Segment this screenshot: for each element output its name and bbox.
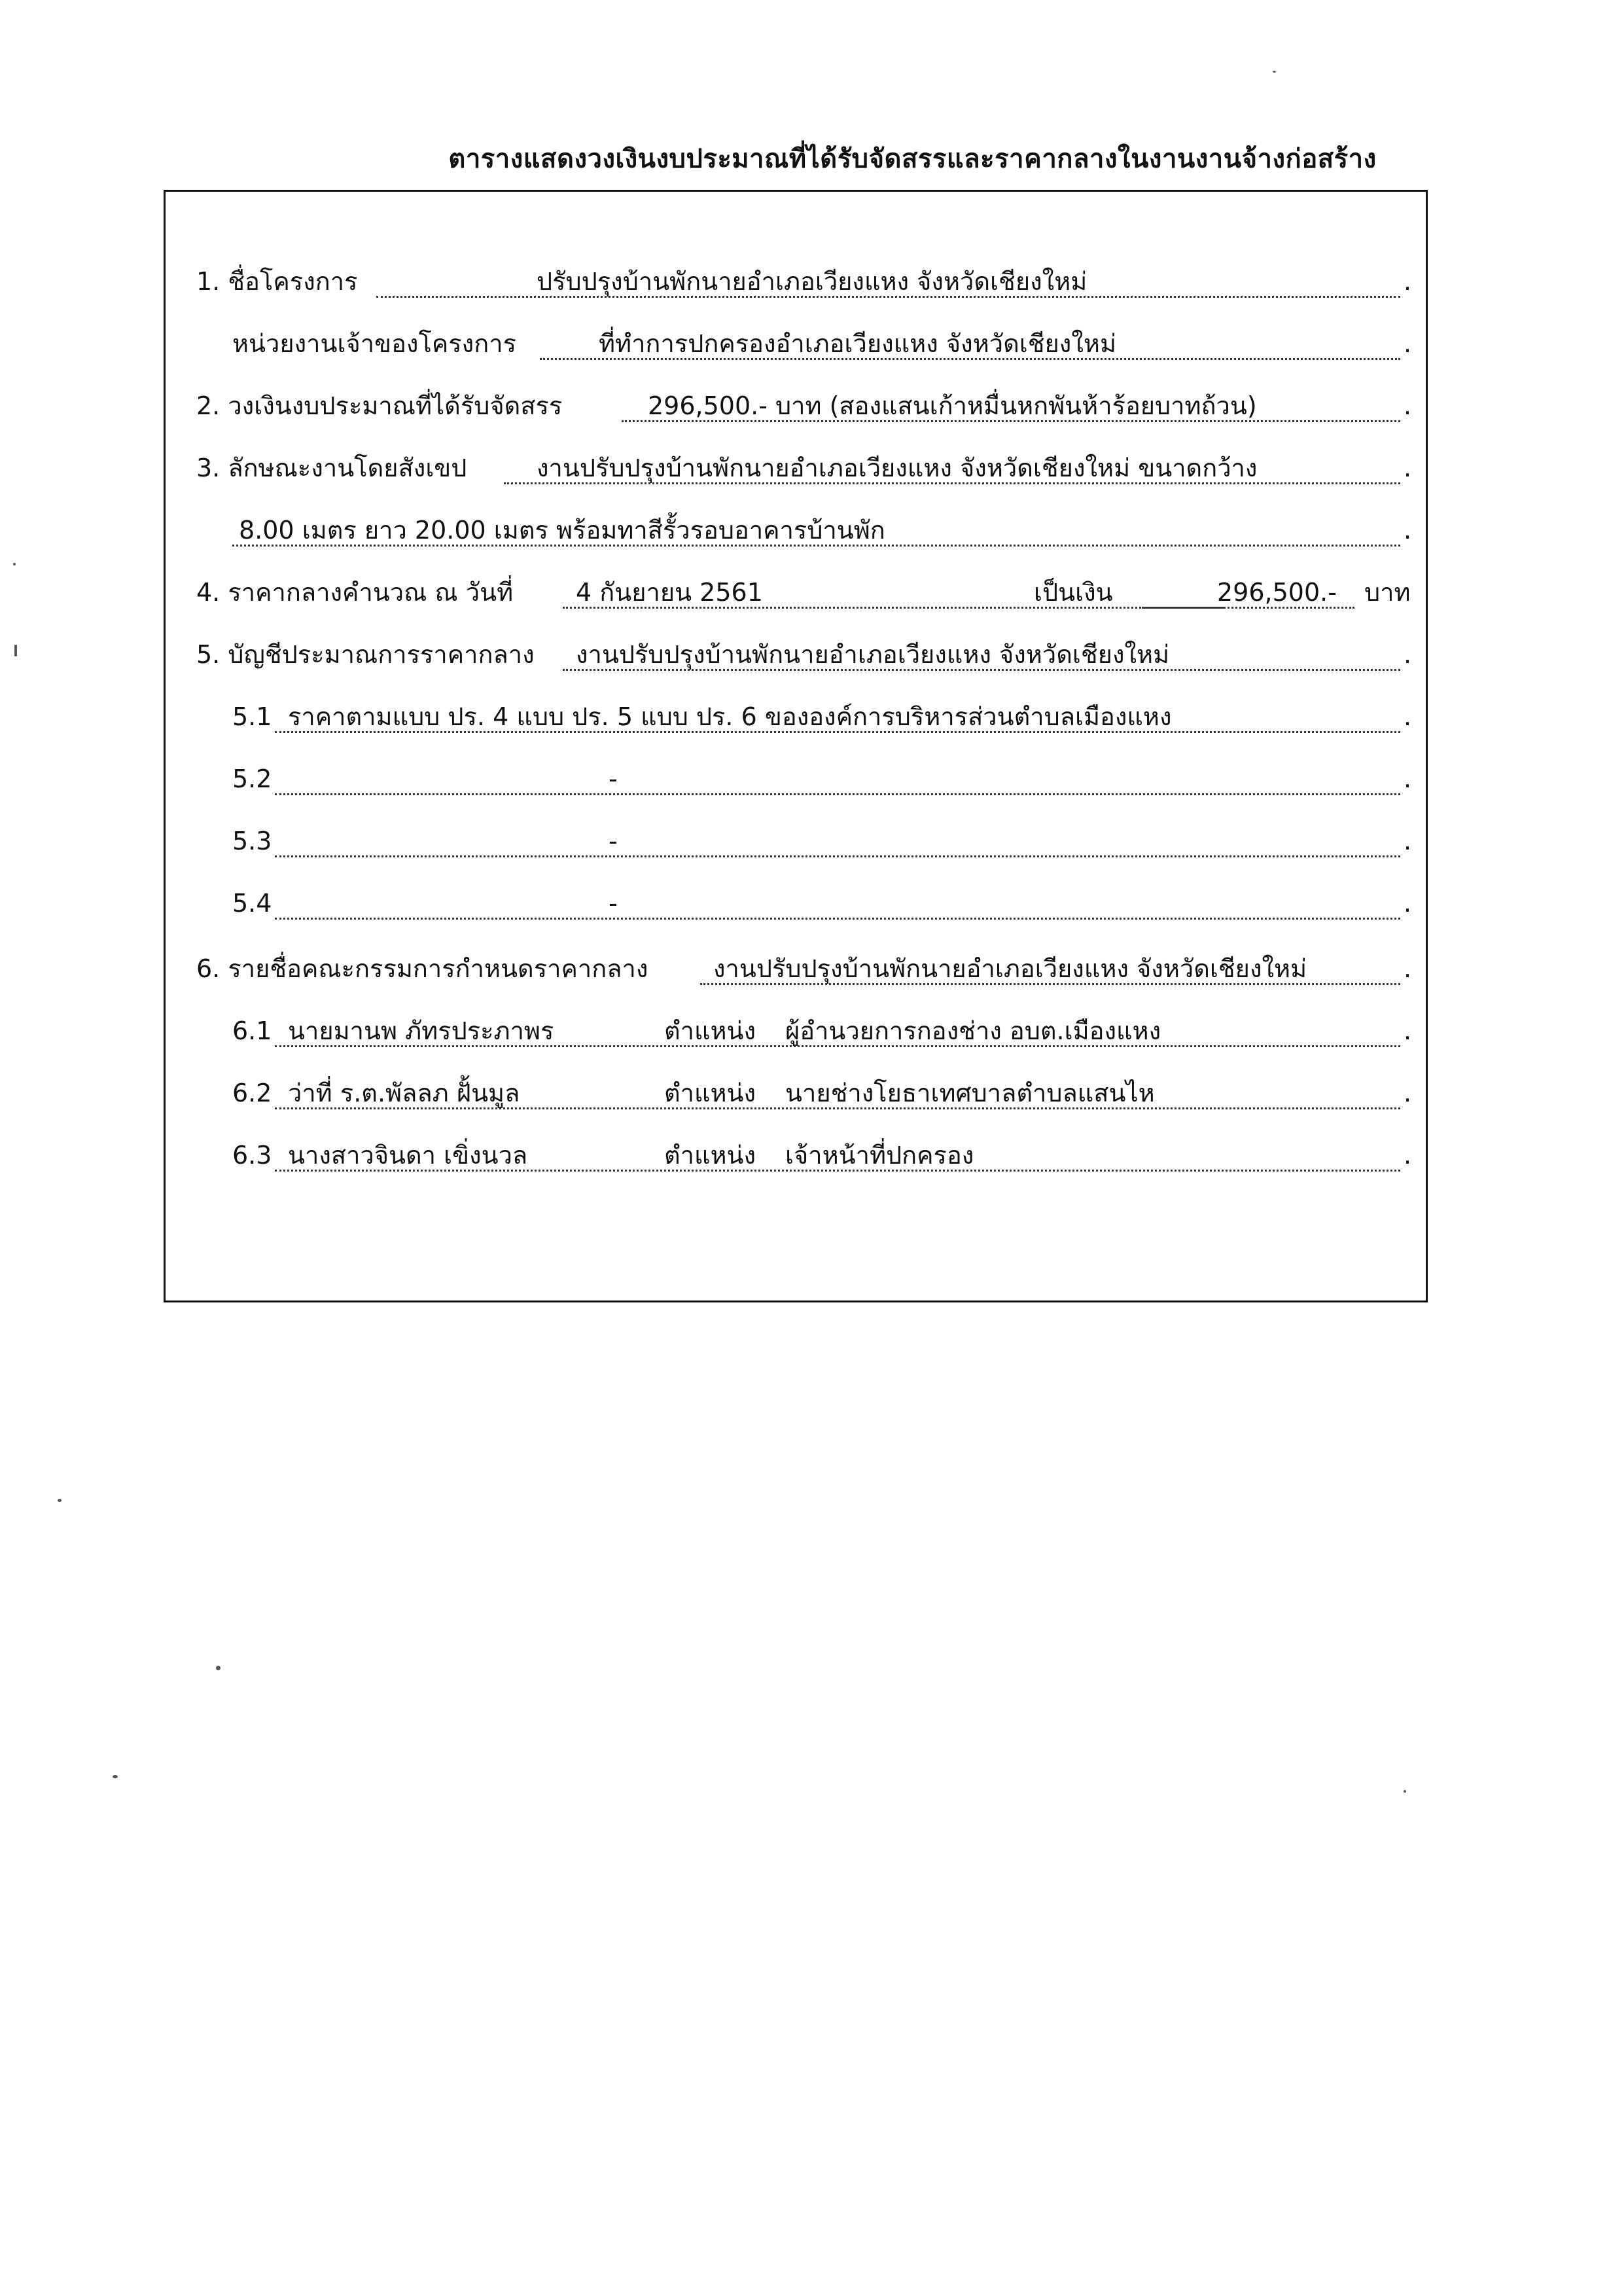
item4-row: [196, 573, 1420, 612]
item5-sub-value: -: [609, 889, 618, 918]
line-end-mark: .: [1404, 640, 1412, 669]
item4-amount-label: เป็นเงิน: [1034, 578, 1113, 607]
item6-member-row: [232, 1136, 1413, 1175]
line-end-mark: .: [1404, 329, 1412, 358]
item6-row: [196, 949, 1413, 988]
item6-label: 6. รายชื่อคณะกรรมการกำหนดราคากลาง: [196, 954, 648, 983]
line-end-mark: .: [1404, 1079, 1412, 1107]
scan-speck: [113, 1775, 118, 1778]
item6-member-name: นายมานพ ภัทรประภาพร: [288, 1016, 554, 1045]
item5-sub-row: [232, 884, 1413, 923]
item6-member-num: 6.3: [232, 1141, 272, 1170]
item6-position-label: ตำแหน่ง: [664, 1016, 756, 1045]
line-end-mark: .: [1404, 764, 1412, 793]
line-end-mark: .: [1404, 954, 1412, 983]
scan-speck: [13, 563, 16, 565]
item1-value: ปรับปรุงบ้านพักนายอำเภอเวียงแหง จังหวัดเชียงใหม่: [537, 267, 1087, 296]
item5-sub-row: [232, 759, 1413, 798]
scan-speck: [1404, 1790, 1406, 1793]
line-end-mark: .: [1404, 889, 1412, 918]
item4-date: 4 กันยายน 2561: [576, 578, 763, 607]
scan-speck: [216, 1666, 221, 1670]
item6-member-name: นางสาวจินดา เขิ่งนวล: [288, 1141, 528, 1170]
scan-speck: [58, 1499, 62, 1502]
item5-sub-row: [232, 697, 1413, 736]
item6-value: งานปรับปรุงบ้านพักนายอำเภอเวียงแหง จังหวัดเชียงใหม่: [713, 954, 1307, 983]
item1-agency-row: [232, 324, 1413, 363]
item6-member-position: เจ้าหน้าที่ปกครอง: [785, 1141, 974, 1170]
item2-value: 296,500.- บาท (สองแสนเก้าหมื่นหกพันห้าร้อยบาทถ้วน): [648, 391, 1257, 420]
item5-sub-fill-line: [275, 759, 1400, 795]
item5-sub-num: 5.3: [232, 827, 272, 855]
item5-sub-num: 5.2: [232, 764, 272, 793]
item6-position-label: ตำแหน่ง: [664, 1141, 756, 1170]
item3-row: [196, 448, 1413, 488]
item4-unit: บาท: [1364, 578, 1411, 607]
item5-sub-num: 5.1: [232, 702, 272, 731]
item5-value: งานปรับปรุงบ้านพักนายอำเภอเวียงแหง จังหวัดเชียงใหม่: [576, 640, 1170, 669]
line-end-mark: .: [1404, 454, 1412, 482]
item1-row: [196, 262, 1413, 301]
item6-position-label: ตำแหน่ง: [664, 1079, 756, 1107]
item6-member-position: นายช่างโยธาเทศบาลตำบลแสนไห: [785, 1079, 1155, 1107]
item5-sub-value: -: [609, 827, 618, 855]
scan-speck: [1273, 71, 1276, 73]
item6-member-name: ว่าที่ ร.ต.พัลลภ ฝั้นมูล: [288, 1079, 520, 1107]
item5-label: 5. บัญชีประมาณการราคากลาง: [196, 640, 535, 669]
line-end-mark: .: [1404, 827, 1412, 855]
item5-sub-value: ราคาตามแบบ ปร. 4 แบบ ปร. 5 แบบ ปร. 6 ขององค์การบริหารส่วนตำบลเมืองแหง: [288, 702, 1172, 731]
item5-row: [196, 635, 1413, 674]
item2-row: [196, 386, 1413, 425]
item6-member-num: 6.2: [232, 1079, 272, 1107]
page-title: ตารางแสดงวงเงินงบประมาณที่ได้รับจัดสรรและราคากลางในงานงานจ้างก่อสร้าง: [448, 144, 1377, 174]
line-end-mark: .: [1404, 391, 1412, 420]
item6-member-row: [232, 1073, 1413, 1113]
item5-sub-fill-line: [275, 821, 1400, 857]
line-end-mark: .: [1404, 1016, 1412, 1045]
item5-sub-value: -: [609, 764, 618, 793]
item1-agency-label: หน่วยงานเจ้าของโครงการ: [232, 329, 516, 358]
item1-agency-value: ที่ทำการปกครองอำเภอเวียงแหง จังหวัดเชียงใหม่: [599, 329, 1117, 358]
item1-label: 1. ชื่อโครงการ: [196, 267, 358, 296]
scan-speck: [14, 645, 17, 656]
item5-sub-num: 5.4: [232, 889, 272, 918]
item3-row-2: [232, 511, 1413, 550]
item6-member-position: ผู้อำนวยการกองช่าง อบต.เมืองแหง: [785, 1016, 1161, 1045]
item5-sub-fill-line: [275, 884, 1400, 920]
line-end-mark: .: [1404, 267, 1412, 296]
item3-value-line2: 8.00 เมตร ยาว 20.00 เมตร พร้อมทาสีรั้วรอบอาคารบ้านพัก: [239, 516, 885, 545]
item3-value: งานปรับปรุงบ้านพักนายอำเภอเวียงแหง จังหวัดเชียงใหม่ ขนาดกว้าง: [537, 454, 1258, 482]
line-end-mark: .: [1404, 1141, 1412, 1170]
item6-member-num: 6.1: [232, 1016, 272, 1045]
item4-label: 4. ราคากลางคำนวณ ณ วันที่: [196, 578, 514, 607]
line-end-mark: .: [1404, 516, 1412, 545]
line-end-mark: .: [1404, 702, 1412, 731]
item2-label: 2. วงเงินงบประมาณที่ได้รับจัดสรร: [196, 391, 563, 420]
item4-amount: 296,500.-: [1217, 578, 1337, 607]
item3-label: 3. ลักษณะงานโดยสังเขป: [196, 454, 467, 482]
item6-member-row: [232, 1011, 1413, 1050]
item5-sub-row: [232, 821, 1413, 861]
